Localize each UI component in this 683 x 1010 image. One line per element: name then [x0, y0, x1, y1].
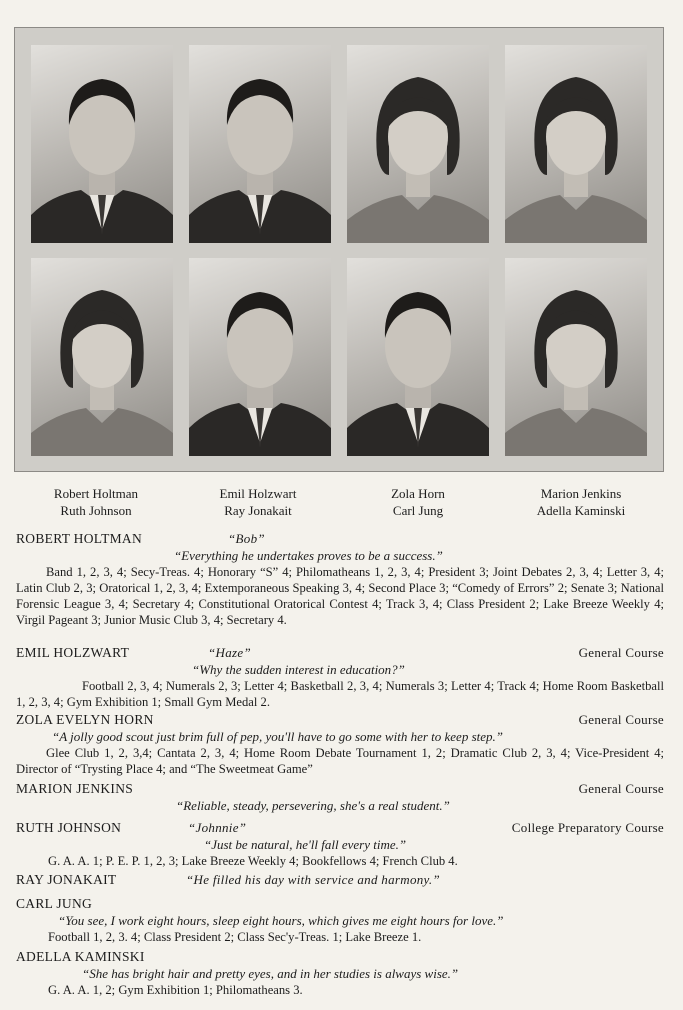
- nickname: “Haze”: [208, 645, 251, 660]
- quote: “You see, I work eight hours, sleep eight hours, which gives me eight hours for love.”: [58, 913, 504, 928]
- student-name: ADELLA KAMINSKI: [16, 949, 145, 964]
- portrait-silhouette: [189, 258, 331, 456]
- entry-adella-kaminski: [16, 949, 664, 998]
- quote: “She has bright hair and pretty eyes, and in her studies is always wise.”: [82, 966, 459, 981]
- student-name: RUTH JOHNSON: [16, 820, 122, 835]
- photo-marion-jenkins: [505, 45, 647, 243]
- nickname: “Bob”: [228, 531, 265, 546]
- entry-emil-holzwart: [16, 645, 664, 710]
- portrait-silhouette: [347, 258, 489, 456]
- caption-emil-holzwart: Emil Holzwart: [219, 486, 297, 501]
- quote: “Just be natural, he'll fall every time.”: [204, 837, 407, 852]
- activities: Football 2, 3, 4; Numerals 2, 3; Letter 4; Basketball 2, 3, 4; Numerals 3; Letter 4; Track 4; Home Room Basketball 1, 2, 3, 4; Gym Exhibition 1; Small Gym Medal 2.: [16, 679, 664, 709]
- portrait-silhouette: [189, 45, 331, 243]
- entry-carl-jung: [16, 896, 664, 945]
- entry-ruth-johnson: [16, 820, 664, 869]
- student-name: EMIL HOLZWART: [16, 645, 130, 660]
- portrait-silhouette: [505, 258, 647, 456]
- portrait-panel: [14, 27, 664, 472]
- student-name: RAY JONAKAIT: [16, 872, 117, 887]
- photo-ray-jonakait: [189, 258, 331, 456]
- portrait-silhouette: [347, 45, 489, 243]
- quote: “A jolly good scout just brim full of pep, you'll have to go some with her to keep step.”: [52, 729, 504, 744]
- photo-adella-kaminski: [505, 258, 647, 456]
- course: General Course: [578, 712, 664, 727]
- portrait-silhouette: [31, 258, 173, 456]
- nickname: “Johnnie”: [188, 820, 247, 835]
- activities: Glee Club 1, 2, 3,4; Cantata 2, 3, 4; Home Room Debate Tournament 1, 2; Dramatic Club 2, 3, 4; Vice-President 4; Director of “Trysting Place 4; and “The Sweetmeat Game”: [16, 746, 664, 776]
- student-name: MARION JENKINS: [16, 781, 134, 796]
- caption-carl-jung: Carl Jung: [392, 503, 444, 518]
- entry-robert-holtman: [16, 531, 664, 628]
- caption-robert-holtman: Robert Holtman: [53, 486, 139, 501]
- photo-emil-holzwart: [189, 45, 331, 243]
- caption-ruth-johnson: Ruth Johnson: [60, 503, 132, 518]
- caption-marion-jenkins: Marion Jenkins: [540, 486, 622, 501]
- photo-carl-jung: [347, 258, 489, 456]
- caption-zola-horn: Zola Horn: [391, 486, 445, 501]
- student-name: ZOLA EVELYN HORN: [16, 712, 154, 727]
- activities: Football 1, 2, 3. 4; Class President 2; Class Sec'y-Treas. 1; Lake Breeze 1.: [48, 930, 422, 944]
- entry-marion-jenkins: [16, 781, 664, 814]
- photo-ruth-johnson: [31, 258, 173, 456]
- caption-ray-jonakait: Ray Jonakait: [224, 503, 292, 518]
- photo-robert-holtman: [31, 45, 173, 243]
- caption-adella-kaminski: Adella Kaminski: [536, 503, 626, 518]
- quote: “Reliable, steady, persevering, she's a real student.”: [176, 798, 450, 813]
- student-name: CARL JUNG: [16, 896, 93, 911]
- course: General Course: [578, 645, 664, 660]
- portrait-silhouette: [31, 45, 173, 243]
- quote: “Why the sudden interest in education?”: [192, 662, 405, 677]
- quote: “Everything he undertakes proves to be a success.”: [174, 548, 443, 563]
- portrait-silhouette: [505, 45, 647, 243]
- activities: Band 1, 2, 3, 4; Secy-Treas. 4; Honorary “S” 4; Philomatheans 1, 2, 3, 4; President 3; Joint Debates 2, 3, 4; Letter 3, 4; Latin Club 2, 3; Oratorical 1, 2, 3, 4; Extemporaneous Speaking 3, 4; Second Place 3; “Comedy of Errors” 2; Senate 3; National Forensic League 3, 4; Secretary 4; Constitutional Oratorical Contest 4; Track 3, 4; Class President 2; Lake Breeze Weekly 4; Virgil Pageant 3; Junior Music Club 3, 4; Secretary 4.: [16, 565, 664, 627]
- entry-zola-horn: [16, 712, 664, 777]
- entry-ray-jonakait: [16, 872, 664, 889]
- activities: G. A. A. 1, 2; Gym Exhibition 1; Philomatheans 3.: [48, 983, 303, 997]
- activities: G. A. A. 1; P. E. P. 1, 2, 3; Lake Breeze Weekly 4; Bookfellows 4; French Club 4.: [48, 854, 458, 868]
- course: General Course: [578, 781, 664, 796]
- student-name: ROBERT HOLTMAN: [16, 531, 143, 546]
- course: College Preparatory Course: [511, 820, 664, 835]
- quote: “He filled his day with service and harmony.”: [186, 872, 440, 887]
- photo-zola-horn: [347, 45, 489, 243]
